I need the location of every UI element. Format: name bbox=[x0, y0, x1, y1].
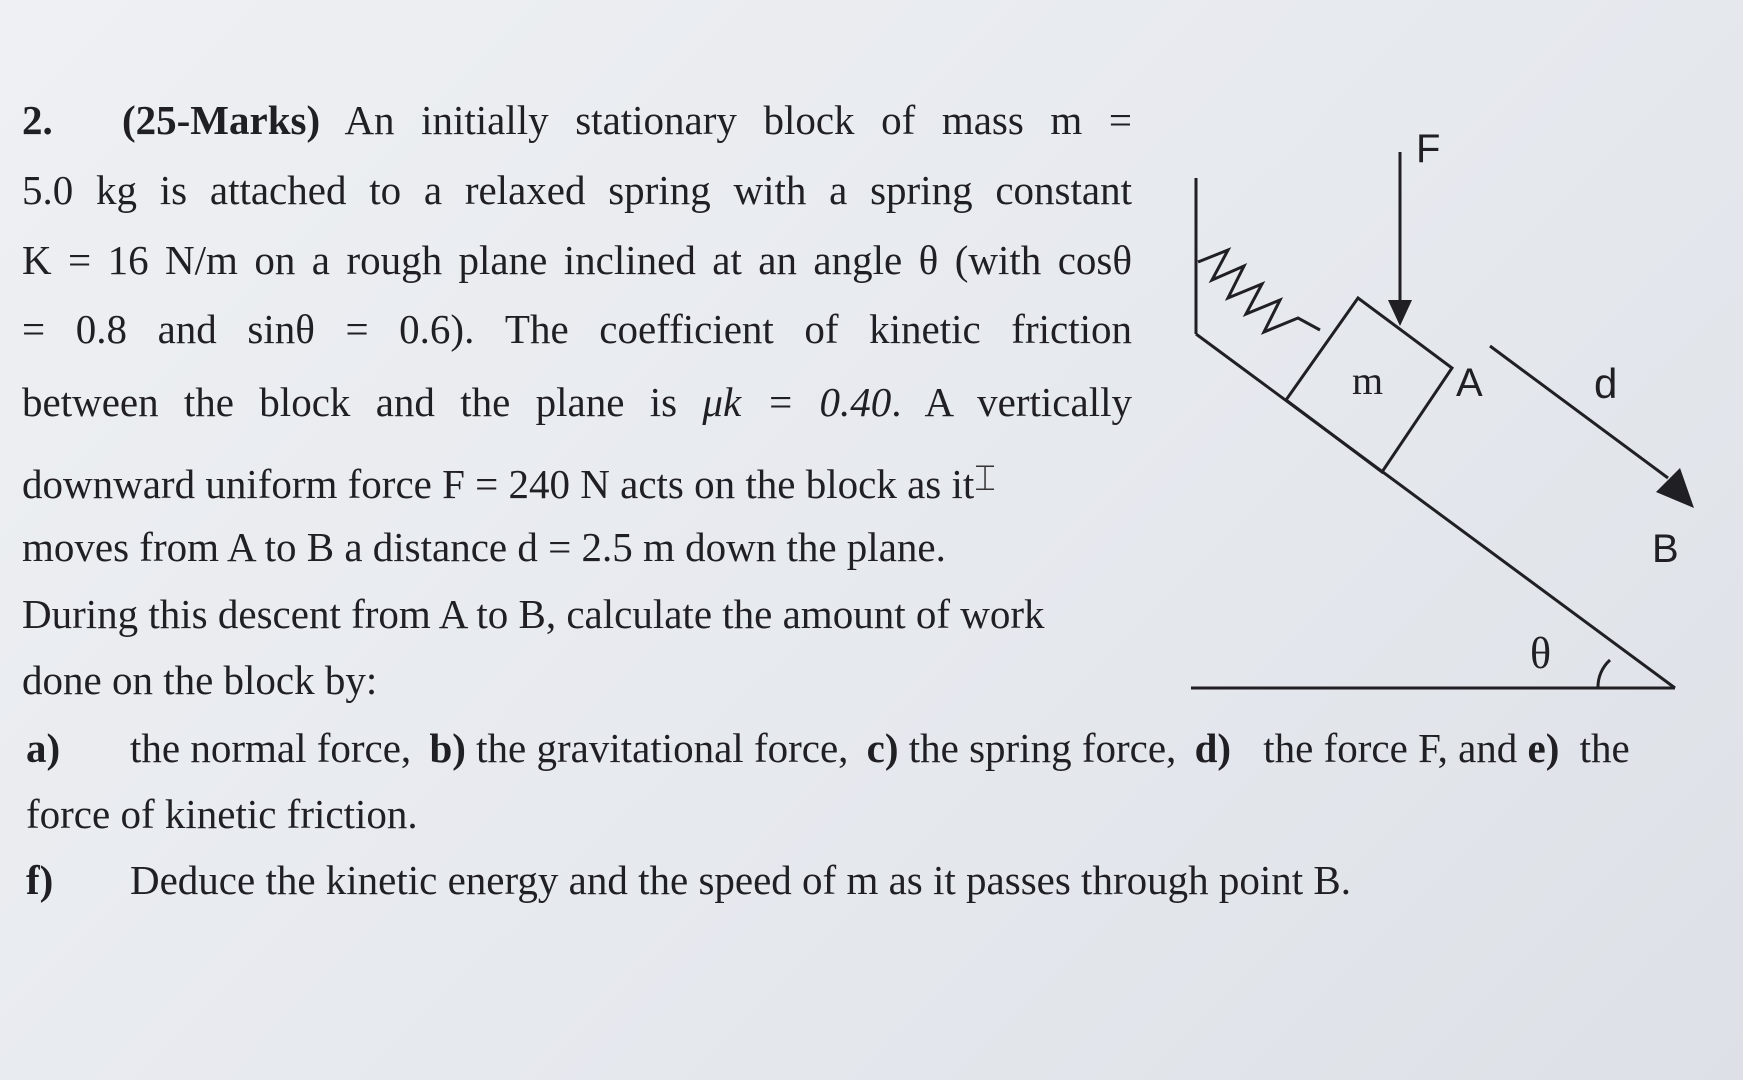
part-a-label: a) bbox=[26, 725, 61, 771]
question-text-5: between the block and the plane is bbox=[22, 379, 678, 425]
question-text-7: downward uniform force F = 240 N acts on the block as it bbox=[22, 461, 975, 507]
question-text-3: K = 16 N/m on a rough plane inclined at an angle θ (with cosθ bbox=[22, 237, 1132, 283]
part-c-text: the spring force, bbox=[908, 725, 1177, 771]
question-text-2: 5.0 kg is attached to a relaxed spring with a spring constant bbox=[22, 167, 1132, 213]
question-number: 2. bbox=[22, 97, 53, 143]
part-b-label: b) bbox=[429, 725, 466, 771]
question-line-1 bbox=[22, 96, 1132, 144]
question-line-6 bbox=[22, 455, 1132, 508]
label-a: A bbox=[1456, 361, 1483, 405]
part-e-text-continued: force of kinetic friction. bbox=[26, 791, 418, 837]
question-line-9 bbox=[22, 656, 1132, 704]
part-a-text: the normal force, bbox=[130, 725, 412, 771]
label-f: F bbox=[1416, 127, 1441, 171]
parts-line-2 bbox=[26, 790, 1136, 838]
question-text-10: done on the block by: bbox=[22, 657, 378, 703]
question-line-5 bbox=[22, 378, 1132, 426]
question-line-7 bbox=[22, 523, 1132, 571]
friction-coefficient: μk = 0.40 bbox=[702, 379, 892, 425]
question-text-1: An initially stationary block of mass m = bbox=[344, 97, 1132, 143]
question-line-2 bbox=[22, 166, 1132, 214]
part-e-text: the bbox=[1579, 725, 1630, 771]
label-theta: θ bbox=[1530, 629, 1552, 678]
question-text-8: moves from A to B a distance d = 2.5 m down the plane. bbox=[22, 524, 946, 570]
label-d: d bbox=[1594, 360, 1618, 407]
angle-arc bbox=[1598, 660, 1610, 688]
question-text-4: = 0.8 and sinθ = 0.6). The coefficient of kinetic friction bbox=[22, 306, 1132, 352]
question-marks: (25-Marks) bbox=[122, 97, 321, 143]
question-text-6: . A vertically bbox=[891, 379, 1132, 425]
text-cursor-icon: ⌶ bbox=[974, 458, 996, 499]
question-text-9: During this descent from A to B, calculate the amount of work bbox=[22, 591, 1045, 637]
question-line-4 bbox=[22, 305, 1132, 353]
part-b-text: the gravitational force, bbox=[476, 725, 849, 771]
part-e-label: e) bbox=[1527, 725, 1560, 771]
part-d-label: d) bbox=[1194, 725, 1232, 771]
spring bbox=[1198, 250, 1320, 332]
question-line-8 bbox=[22, 590, 1132, 638]
question-line-3 bbox=[22, 236, 1132, 284]
part-f-label: f) bbox=[26, 857, 54, 903]
part-f-text: Deduce the kinetic energy and the speed of m as it passes through point B. bbox=[130, 857, 1351, 903]
parts-line-1 bbox=[26, 724, 1706, 772]
part-c-label: c) bbox=[866, 725, 899, 771]
displacement-arrow-shaft bbox=[1490, 346, 1668, 478]
incline-diagram bbox=[1180, 110, 1720, 710]
part-d-text: the force F, and bbox=[1263, 725, 1518, 771]
label-m: m bbox=[1352, 358, 1384, 403]
parts-line-3 bbox=[26, 856, 1526, 904]
label-b: B bbox=[1652, 527, 1679, 571]
